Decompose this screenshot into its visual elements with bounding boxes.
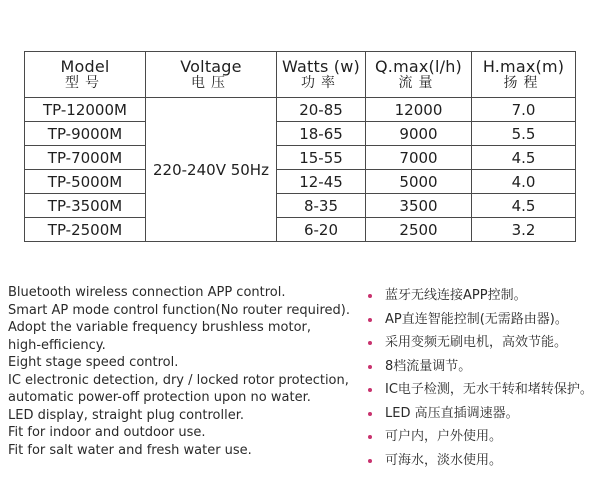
features-list-en bbox=[8, 284, 350, 459]
table-row bbox=[25, 194, 576, 218]
cell-model: TP-9000M bbox=[25, 122, 146, 146]
features-list-cn bbox=[368, 284, 593, 472]
cell-qmax: 3500 bbox=[366, 194, 472, 218]
feature-line-en: LED display, straight plug controller. bbox=[8, 407, 244, 423]
table-row bbox=[25, 146, 576, 170]
cell-hmax: 4.0 bbox=[472, 170, 576, 194]
bullet-icon bbox=[368, 341, 372, 345]
cell-watts: 20-85 bbox=[277, 98, 366, 122]
feature-line-en: Smart AP mode control function(No router required). bbox=[8, 302, 350, 318]
feature-line-en: Fit for salt water and fresh water use. bbox=[8, 442, 252, 458]
table-row bbox=[25, 170, 576, 194]
cell-hmax: 3.2 bbox=[472, 218, 576, 242]
feature-item-cn bbox=[368, 425, 593, 449]
spec-table bbox=[24, 51, 576, 242]
feature-text-cn: 蓝牙无线连接APP控制。 bbox=[385, 288, 527, 303]
feature-item-cn bbox=[368, 449, 593, 473]
cell-model: TP-5000M bbox=[25, 170, 146, 194]
header-label-cn: 流量 bbox=[398, 75, 439, 92]
cell-watts: 18-65 bbox=[277, 122, 366, 146]
header-model bbox=[25, 52, 146, 98]
feature-text-cn: LED 高压直插调速器。 bbox=[385, 405, 519, 421]
cell-model: TP-7000M bbox=[25, 146, 146, 170]
feature-item-cn bbox=[368, 331, 593, 355]
bullet-icon bbox=[368, 365, 372, 369]
table-row bbox=[25, 98, 576, 122]
header-label-en: Model bbox=[60, 56, 110, 76]
header-qmax bbox=[366, 52, 472, 98]
header-label-cn: 型号 bbox=[65, 75, 105, 92]
feature-line-en: Bluetooth wireless connection APP control. bbox=[8, 285, 286, 300]
cell-voltage: 220-240V 50Hz bbox=[146, 98, 277, 242]
feature-item-cn bbox=[368, 402, 593, 426]
feature-text-cn: 可海水，淡水使用。 bbox=[385, 452, 503, 468]
cell-watts: 15-55 bbox=[277, 146, 366, 170]
feature-line-en: Adopt the variable frequency brushless motor, bbox=[8, 320, 312, 335]
feature-text-cn: 采用变频无刷电机，高效节能。 bbox=[385, 335, 568, 350]
cell-model: TP-3500M bbox=[25, 194, 146, 218]
cell-qmax: 7000 bbox=[366, 146, 472, 170]
header-watts bbox=[277, 52, 366, 98]
feature-item-cn bbox=[368, 308, 593, 332]
bullet-icon bbox=[368, 388, 372, 392]
header-label-en: H.max(m) bbox=[482, 56, 565, 76]
cell-watts: 6-20 bbox=[277, 218, 366, 242]
feature-text-cn: 可户内，户外使用。 bbox=[385, 429, 503, 444]
cell-qmax: 5000 bbox=[366, 170, 472, 194]
cell-model: TP-12000M bbox=[25, 98, 146, 122]
cell-hmax: 5.5 bbox=[472, 122, 576, 146]
header-label-en: Watts (w) bbox=[282, 56, 360, 76]
bullet-icon bbox=[368, 318, 372, 322]
feature-item-cn bbox=[368, 355, 593, 379]
cell-hmax: 7.0 bbox=[472, 98, 576, 122]
header-label-cn: 电压 bbox=[191, 75, 231, 92]
header-label-cn: 功率 bbox=[301, 75, 341, 92]
table-row bbox=[25, 218, 576, 242]
feature-item-cn bbox=[368, 378, 593, 402]
table-header-row bbox=[25, 52, 576, 98]
bullet-icon bbox=[368, 435, 372, 439]
feature-line-en: IC electronic detection, dry / locked rotor protection, bbox=[8, 372, 349, 388]
feature-line-en: Fit for indoor and outdoor use. bbox=[8, 425, 206, 440]
cell-qmax: 2500 bbox=[366, 218, 472, 242]
header-hmax bbox=[472, 52, 576, 98]
header-label-cn: 扬程 bbox=[503, 75, 544, 92]
cell-model: TP-2500M bbox=[25, 218, 146, 242]
cell-qmax: 12000 bbox=[366, 98, 472, 122]
feature-line-en: automatic power-off protection upon no water. bbox=[8, 390, 311, 405]
feature-text-cn: AP直连智能控制(无需路由器)。 bbox=[385, 311, 568, 327]
cell-watts: 8-35 bbox=[277, 194, 366, 218]
header-voltage bbox=[146, 52, 277, 98]
feature-item-cn bbox=[368, 284, 593, 308]
feature-line-en: Eight stage speed control. bbox=[8, 355, 179, 370]
bullet-icon bbox=[368, 412, 372, 416]
cell-hmax: 4.5 bbox=[472, 146, 576, 170]
header-label-en: Voltage bbox=[180, 56, 242, 76]
feature-line-en: high-efficiency. bbox=[8, 337, 106, 353]
bullet-icon bbox=[368, 459, 372, 463]
cell-watts: 12-45 bbox=[277, 170, 366, 194]
bullet-icon bbox=[368, 294, 372, 298]
cell-hmax: 4.5 bbox=[472, 194, 576, 218]
table-row bbox=[25, 122, 576, 146]
feature-text-cn: IC电子检测，无水干转和堵转保护。 bbox=[385, 382, 593, 397]
feature-text-cn: 8档流量调节。 bbox=[385, 358, 472, 374]
cell-qmax: 9000 bbox=[366, 122, 472, 146]
header-label-en: Q.max(l/h) bbox=[375, 56, 462, 76]
